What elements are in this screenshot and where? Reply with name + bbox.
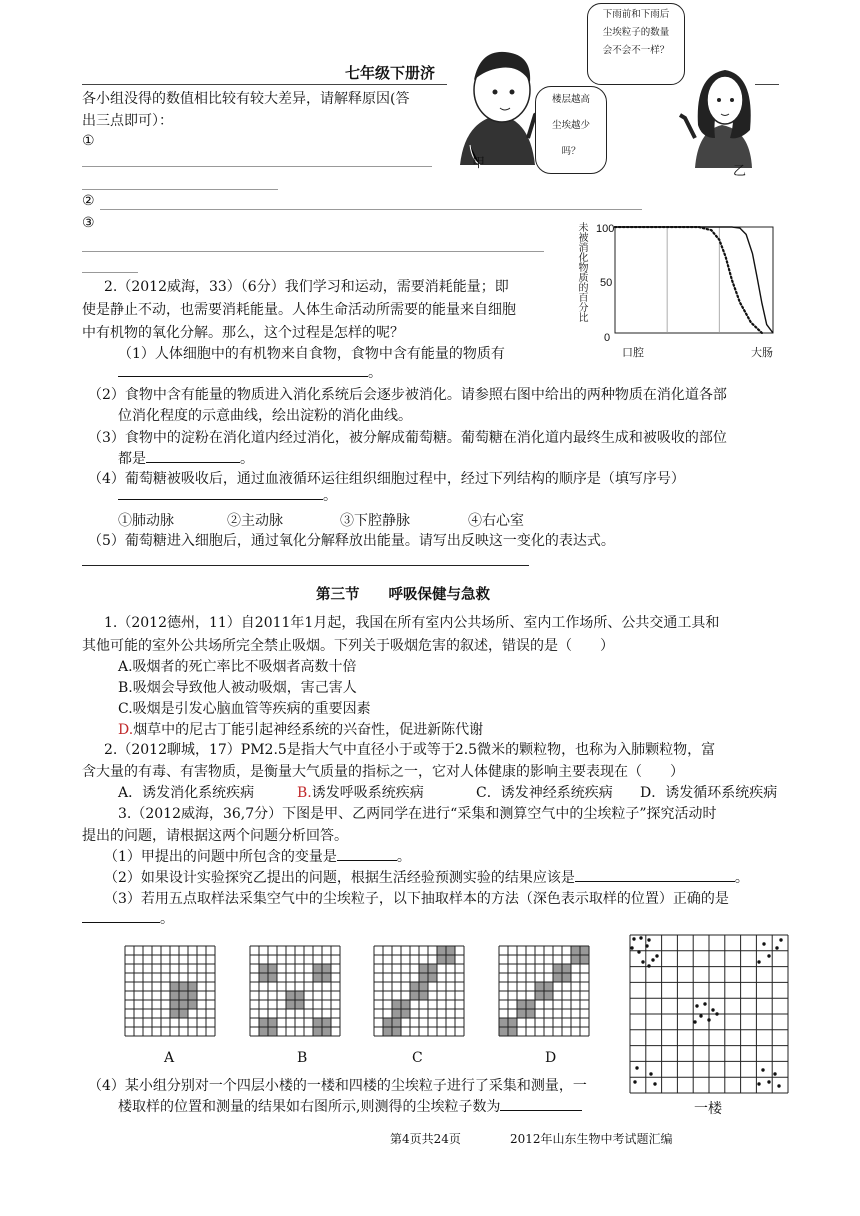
question-text: （5）葡萄糖进入细胞后，通过氧化分解释放出能量。请写出反映这一变化的表达式。 [88,533,615,549]
question-text: （3）若用五点取样法采集空气中的尘埃粒子，以下抽取样本的方法（深色表示取样的位置）正确的是 [104,891,729,907]
dust-particle [779,938,782,941]
dust-particle [635,1066,638,1069]
sampling-grid-d [498,945,590,1037]
sample-cell [313,964,322,973]
question-text: （4）葡萄糖被吸收后，通过血液循环运往组织细胞过程中，经过下列结构的顺序是（填写序号） [88,471,685,487]
dust-particle [761,1068,764,1071]
option-a: A．诱发消化系统疾病 [118,785,255,801]
option-text: 烟草中的尼古丁能引起神经系统的兴奋性，促进新陈代谢 [133,722,484,738]
dust-particle [775,946,778,949]
dust-particle [647,964,650,967]
question-text: 含大量的有毒、有害物质，是衡量大气质量的指标之一，它对人体健康的影响主要表现在（ ） [82,764,684,780]
bubble-line: 会不会不一样？ [602,45,670,56]
sample-cell [313,1027,322,1036]
sample-cell [580,955,589,964]
dust-particle [767,954,770,957]
y-tick-50: 50 [600,277,613,289]
sample-cell [392,1018,401,1027]
question-text: 各小组没得的数值相比较有较大差异，请解释原因(答 [82,91,410,107]
dust-particle [647,938,650,941]
dust-particle [711,1008,714,1011]
sample-cell [179,1000,188,1009]
sample-cell [535,982,544,991]
sample-cell [259,1027,268,1036]
sample-cell [392,1009,401,1018]
question-text: 出三点即可）： [82,113,173,129]
sample-cell [499,1027,508,1036]
sample-cell [517,1009,526,1018]
sample-cell [419,991,428,1000]
sample-cell [446,955,455,964]
dust-particle [645,944,648,947]
sampling-grid-c [373,945,465,1037]
bubble-line: 尘埃粒子的数量 [602,27,670,38]
answer-letter: D. [118,722,134,738]
option-d [118,719,483,739]
sample-cell [580,946,589,955]
sample-cell [268,1018,277,1027]
sample-cell [419,973,428,982]
fill-blank [118,1096,582,1116]
dust-particle [632,937,635,940]
answer-blank[interactable] [500,1096,582,1111]
dust-particle [757,960,760,963]
dust-particle [641,960,644,963]
dust-particle [777,1084,780,1087]
option-d: D．诱发循环系统疾病 [640,785,778,801]
sample-cell [526,1009,535,1018]
sample-cell [188,1000,197,1009]
sampling-grid-b [249,945,341,1037]
sample-cell [401,1009,410,1018]
answer-blank[interactable] [118,485,323,500]
y-tick-0: 0 [604,332,611,344]
dust-particle [639,936,642,939]
x-label-mouth: 口腔 [622,346,644,359]
question-text: 其他可能的室外公共场所完全禁止吸烟。下列关于吸烟危害的叙述，错误的是（ ） [82,638,614,654]
question-text: 都是 [118,451,146,467]
label-jia: 甲 [472,156,486,171]
sample-cell [419,964,428,973]
dust-particle [630,946,633,949]
sample-cell [322,1027,331,1036]
grid-label-d: D [545,1050,557,1066]
option-c: C．诱发神经系统疾病 [476,785,613,801]
sample-cell [419,982,428,991]
punct: 。 [734,870,749,886]
girl-figure [680,70,752,168]
sample-cell [571,946,580,955]
fill-blank [104,846,411,866]
grid-label-c: C [412,1050,423,1066]
question-text: 2.（2012聊城，17）PM2.5是指大气中直径小于或等于2.5微米的颗粒物，也称为入肺颗粒物，富 [104,742,716,758]
sample-cell [170,1000,179,1009]
sample-cell [437,946,446,955]
sample-cell [535,991,544,1000]
question-text: 位消化程度的示意曲线，绘出淀粉的消化曲线。 [118,408,412,424]
sample-cell [170,991,179,1000]
book-title: 七年级下册济 [345,64,436,82]
page-number: 第4页共24页 [390,1132,461,1146]
question-text: （3）食物中的淀粉在消化道内经过消化，被分解成葡萄糖。葡萄糖在消化道内最终生成和被吸收的部位 [88,430,727,446]
dust-particle [653,1082,656,1085]
y-tick-100: 100 [596,223,615,235]
sample-cell [517,1000,526,1009]
dust-particle [655,954,658,957]
sampling-grid-a [124,945,216,1037]
bubble-line: 下雨前和下雨后 [602,9,670,20]
question-text: 1.（2012德州，11）自2011年1月起，我国在所有室内公共场所、室内工作场所、公共交通工具和 [104,615,720,631]
dust-particle [693,1020,696,1023]
sample-cell [383,1027,392,1036]
question-text: 2.（2012威海，33）（6分）我们学习和运动，需要消耗能量；即 [104,279,509,295]
punct: 。 [240,451,254,467]
punct: 。 [323,488,337,504]
question-text: 楼取样的位置和测量的结果如右图所示,则测得的尘埃粒子数为 [118,1099,501,1115]
option-2: ②主动脉 [227,513,283,529]
question-text: （1）人体细胞中的有机物来自食物，食物中含有能量的物质有 [118,346,505,362]
sample-cell [179,1009,188,1018]
question-text: 3.（2012威海，36,7分）下图是甲、乙两同学在进行“采集和测算空气中的尘埃粒子”探究活动时 [118,806,717,822]
sample-cell [170,1009,179,1018]
speech-bubble-jia [535,86,607,174]
dust-particle [649,1072,652,1075]
sample-cell [446,946,455,955]
sample-cell [544,982,553,991]
question-text: （2）食物中含有能量的物质进入消化系统后会逐步被消化。请参照右图中给出的两种物质在消化道各部 [88,387,727,403]
section-title: 第三节 呼吸保健与急救 [316,586,490,603]
dust-particle [637,950,640,953]
sample-cell [179,982,188,991]
answer-line [100,209,642,210]
answer-line [82,272,138,273]
option-3: ③下腔静脉 [340,513,410,529]
sample-cell [392,1027,401,1036]
fill-blank [104,867,749,887]
dust-particle [695,1004,698,1007]
option-b [297,782,424,802]
answer-blank[interactable] [82,908,160,923]
dust-particle [651,958,654,961]
answer-line [82,565,529,566]
sample-cell [508,1018,517,1027]
sample-cell [553,973,562,982]
bubble-line: 吗？ [561,146,581,157]
sample-cell [259,964,268,973]
sample-cell [508,1027,517,1036]
sample-cell [410,991,419,1000]
sample-cell [322,973,331,982]
sample-cell [268,964,277,973]
answer-blank[interactable] [575,867,735,882]
sample-cell [383,1018,392,1027]
sample-cell [499,1018,508,1027]
sample-cell [410,982,419,991]
question-text: 提出的问题，请根据这两个问题分析回答。 [82,828,348,844]
answer-letter: B. [297,785,312,801]
answer-blank[interactable] [337,846,397,861]
question-text: 中有机物的氧化分解。那么，这个过程是怎样的呢？ [82,325,404,341]
y-axis-label: 未被消化物质的百分比 [576,222,587,322]
sample-cell [313,973,322,982]
fill-blank [118,485,337,505]
dust-particle [707,1018,710,1021]
sample-cell [313,1018,322,1027]
sample-cell [322,964,331,973]
answer-line [82,189,278,190]
dust-particle [703,1002,706,1005]
dust-particle [633,1080,636,1083]
grid-label-b: B [297,1050,308,1066]
option-b: B.吸烟会导致他人被动吸烟，害己害人 [118,680,357,696]
question-text: （2）如果设计实验探究乙提出的问题，根据生活经验预测实验的结果应该是 [104,870,575,886]
punct: 。 [160,911,174,927]
sample-cell [392,1000,401,1009]
punct: 。 [368,365,382,381]
question-text: （1）甲提出的问题中所包含的变量是 [104,849,337,865]
dust-particle [762,942,765,945]
fill-blank [118,362,382,382]
chart-ylabel [575,222,589,326]
dust-particle [699,1014,702,1017]
dust-particle [767,1080,770,1083]
sample-cell [286,1000,295,1009]
floor-sample-grid [629,934,789,1096]
option-1: ①肺动脉 [118,513,174,529]
chart-plot [614,226,774,334]
grid-label-a: A [164,1050,175,1066]
question-text: （4）某小组分别对一个四层小楼的一楼和四楼的尘埃粒子进行了采集和测量，一 [88,1078,587,1094]
sample-cell [259,1018,268,1027]
dust-particle [757,1082,760,1085]
sample-cell [562,964,571,973]
question-text: 使是静止不动，也需要消耗能量。人体生命活动所需要的能量来自细胞 [82,302,516,318]
sample-cell [428,973,437,982]
speech-bubble-yi [587,3,685,85]
answer-blank[interactable] [146,448,240,463]
boy-figure [460,52,540,165]
option-4: ④右心室 [468,513,524,529]
footer-title: 2012年山东生物中考试题汇编 [510,1132,673,1146]
dust-particle [715,1012,718,1015]
sample-cell [179,991,188,1000]
sample-cell [268,973,277,982]
sample-cell [401,1000,410,1009]
punct: 。 [396,849,411,865]
sample-cell [170,982,179,991]
bubble-line: 楼层越高 [551,94,590,105]
sample-cell [437,955,446,964]
sample-cell [295,1000,304,1009]
sample-cell [428,964,437,973]
option-c: C.吸烟是引发心脑血管等疾病的重要因素 [118,701,371,717]
floor-label: 一楼 [694,1101,722,1117]
sample-cell [322,1018,331,1027]
option-text: 诱发呼吸系统疾病 [311,785,424,801]
sample-cell [268,1027,277,1036]
answer-mark-2: ② [82,193,95,209]
sample-cell [259,973,268,982]
sample-cell [526,1000,535,1009]
answer-mark-1: ① [82,133,95,149]
sample-cell [295,991,304,1000]
answer-line [82,251,544,252]
dust-particle [773,1072,776,1075]
answer-blank[interactable] [118,362,368,377]
answer-line [82,166,432,167]
fill-blank [118,448,254,468]
header-rule [82,84,447,85]
sample-cell [544,991,553,1000]
option-a: A.吸烟者的死亡率比不吸烟者高数十倍 [118,659,357,675]
sample-cell [571,955,580,964]
sample-cell [286,991,295,1000]
label-yi: 乙 [733,164,747,179]
answer-mark-3: ③ [82,215,95,231]
bubble-line: 尘埃越少 [551,120,590,131]
sample-cell [188,982,197,991]
x-label-colon: 大肠 [751,346,773,359]
sample-cell [562,973,571,982]
sample-cell [188,991,197,1000]
sample-cell [553,964,562,973]
fill-blank [82,908,174,928]
